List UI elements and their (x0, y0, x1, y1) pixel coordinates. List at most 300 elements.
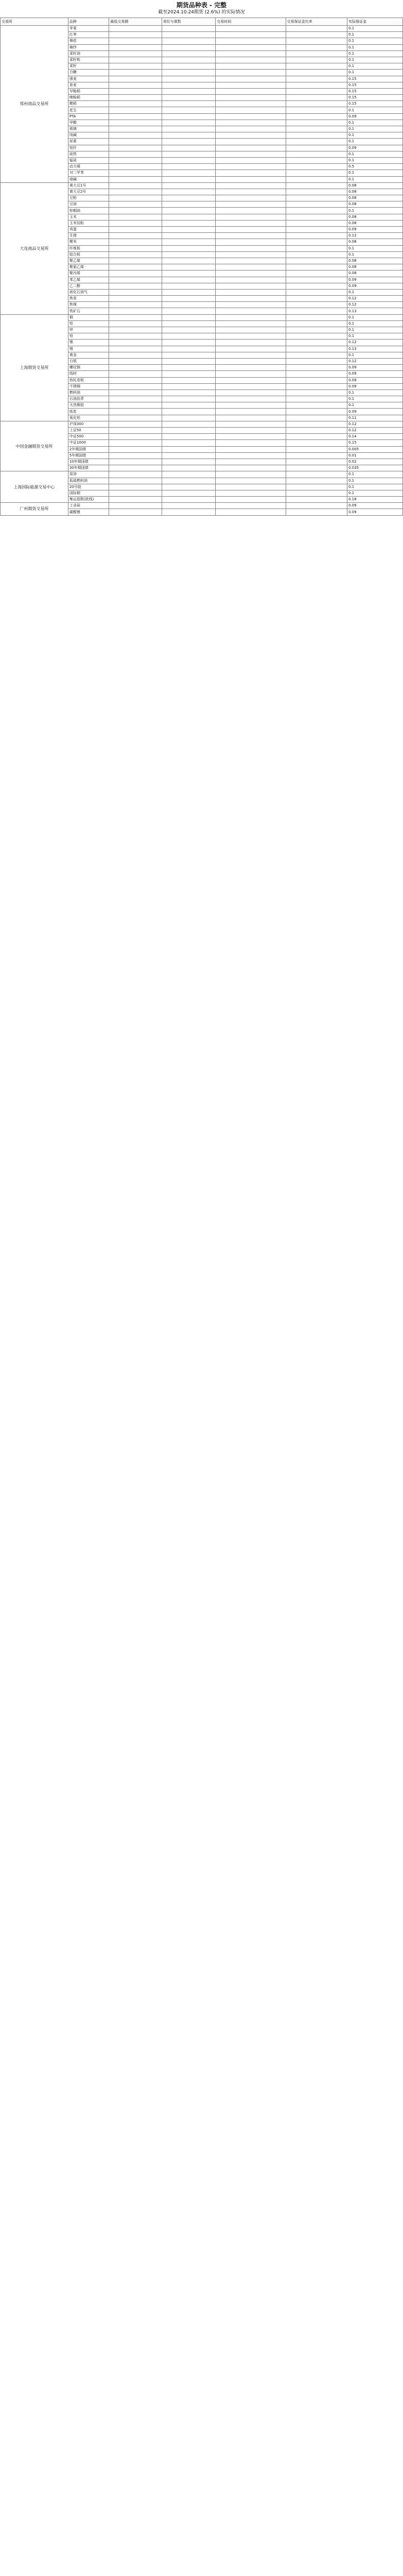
variety-cell: 液化石油气 (68, 289, 109, 295)
margin-ratio-cell (286, 82, 347, 88)
margin-ratio-cell (286, 63, 347, 70)
unit-cell (162, 308, 216, 314)
margin-ratio-cell (286, 258, 347, 264)
trading-time-cell (216, 76, 286, 82)
variety-cell: 黄大豆2号 (68, 189, 109, 195)
unit-cell (162, 251, 216, 258)
margin-ratio-cell (286, 227, 347, 233)
variety-cell: 聚丙烯 (68, 270, 109, 277)
variety-cell: 粳米 (68, 239, 109, 245)
unit-cell (162, 157, 216, 163)
margin-ratio-cell (286, 277, 347, 283)
variety-cell: 白糖 (68, 70, 109, 76)
variety-cell: 尿素 (68, 139, 109, 145)
trading-time-cell (216, 214, 286, 220)
variety-cell: 玻璃 (68, 126, 109, 132)
margin-ratio-cell (286, 95, 347, 101)
margin-ratio-cell (286, 32, 347, 38)
table-row (1, 182, 403, 189)
table-row (1, 503, 403, 509)
trading-time-cell (216, 107, 286, 113)
actual-margin-cell: 0.08 (347, 201, 402, 208)
trading-time-cell (216, 26, 286, 32)
actual-margin-cell: 0.15 (347, 88, 402, 94)
margin-ratio-cell (286, 283, 347, 289)
actual-margin-cell: 0.18 (347, 497, 402, 503)
trading-time-cell (216, 371, 286, 377)
actual-margin-cell: 0.1 (347, 139, 402, 145)
min-amount-cell (109, 220, 162, 226)
trading-time-cell (216, 145, 286, 151)
trading-time-cell (216, 239, 286, 245)
min-amount-cell (109, 302, 162, 308)
unit-cell (162, 88, 216, 94)
trading-time-cell (216, 113, 286, 120)
margin-ratio-cell (286, 214, 347, 220)
unit-cell (162, 38, 216, 44)
unit-cell (162, 189, 216, 195)
margin-ratio-cell (286, 145, 347, 151)
trading-time-cell (216, 409, 286, 415)
unit-cell (162, 465, 216, 471)
actual-margin-cell: 0.09 (347, 503, 402, 509)
actual-margin-cell: 0.1 (347, 327, 402, 333)
margin-ratio-cell (286, 170, 347, 176)
unit-cell (162, 145, 216, 151)
actual-margin-cell: 0.1 (347, 107, 402, 113)
unit-cell (162, 314, 216, 320)
min-amount-cell (109, 509, 162, 515)
unit-cell (162, 195, 216, 201)
min-amount-cell (109, 88, 162, 94)
header-unit: 单位与乘数 (162, 18, 216, 26)
margin-ratio-cell (286, 465, 347, 471)
actual-margin-cell: 0.09 (347, 409, 402, 415)
trading-time-cell (216, 465, 286, 471)
min-amount-cell (109, 70, 162, 76)
actual-margin-cell: 0.1 (347, 478, 402, 484)
exchange-cell: 大连商品交易所 (1, 182, 68, 314)
unit-cell (162, 264, 216, 270)
trading-time-cell (216, 189, 286, 195)
min-amount-cell (109, 333, 162, 340)
min-amount-cell (109, 245, 162, 251)
trading-time-cell (216, 452, 286, 459)
actual-margin-cell: 0.1 (347, 170, 402, 176)
min-amount-cell (109, 440, 162, 446)
min-amount-cell (109, 44, 162, 50)
actual-margin-cell: 0.1 (347, 320, 402, 327)
trading-time-cell (216, 346, 286, 352)
margin-ratio-cell (286, 389, 347, 396)
margin-ratio-cell (286, 497, 347, 503)
min-amount-cell (109, 389, 162, 396)
variety-cell: 花生 (68, 107, 109, 113)
variety-cell: 烧碱 (68, 176, 109, 182)
unit-cell (162, 452, 216, 459)
min-amount-cell (109, 195, 162, 201)
actual-margin-cell: 0.035 (347, 465, 402, 471)
trading-time-cell (216, 503, 286, 509)
actual-margin-cell: 0.08 (347, 214, 402, 220)
min-amount-cell (109, 490, 162, 496)
min-amount-cell (109, 170, 162, 176)
trading-time-cell (216, 327, 286, 333)
margin-ratio-cell (286, 346, 347, 352)
margin-ratio-cell (286, 139, 347, 145)
margin-ratio-cell (286, 70, 347, 76)
unit-cell (162, 151, 216, 157)
actual-margin-cell: 0.12 (347, 358, 402, 364)
margin-ratio-cell (286, 289, 347, 295)
variety-cell: 燃料油 (68, 389, 109, 396)
unit-cell (162, 44, 216, 50)
margin-ratio-cell (286, 396, 347, 402)
variety-cell: 黄金 (68, 352, 109, 358)
variety-cell: 碳酸锂 (68, 509, 109, 515)
trading-time-cell (216, 389, 286, 396)
min-amount-cell (109, 233, 162, 239)
actual-margin-cell: 0.1 (347, 126, 402, 132)
margin-ratio-cell (286, 340, 347, 346)
min-amount-cell (109, 459, 162, 465)
unit-cell (162, 76, 216, 82)
actual-margin-cell: 0.08 (347, 239, 402, 245)
margin-ratio-cell (286, 189, 347, 195)
unit-cell (162, 107, 216, 113)
header-min-amount: 最低交易额 (109, 18, 162, 26)
variety-cell: 乙二醇 (68, 283, 109, 289)
unit-cell (162, 214, 216, 220)
min-amount-cell (109, 402, 162, 409)
actual-margin-cell: 0.1 (347, 32, 402, 38)
variety-cell: 中证1000 (68, 440, 109, 446)
trading-time-cell (216, 32, 286, 38)
variety-cell: 甲醇 (68, 120, 109, 126)
actual-margin-cell: 0.1 (347, 157, 402, 163)
min-amount-cell (109, 383, 162, 389)
exchange-cell: 上海期货交易所 (1, 314, 68, 421)
margin-ratio-cell (286, 201, 347, 208)
actual-margin-cell: 0.09 (347, 509, 402, 515)
header-trading-time: 交易时间 (216, 18, 286, 26)
unit-cell (162, 327, 216, 333)
variety-cell: 纯碱 (68, 132, 109, 139)
trading-time-cell (216, 446, 286, 452)
margin-ratio-cell (286, 26, 347, 32)
actual-margin-cell: 0.09 (347, 377, 402, 383)
trading-time-cell (216, 320, 286, 327)
unit-cell (162, 434, 216, 440)
unit-cell (162, 302, 216, 308)
variety-cell: 国际铜 (68, 490, 109, 496)
unit-cell (162, 283, 216, 289)
variety-cell: 棉花 (68, 38, 109, 44)
variety-cell: 铁矿石 (68, 308, 109, 314)
trading-time-cell (216, 157, 286, 163)
min-amount-cell (109, 503, 162, 509)
variety-cell: 红枣 (68, 32, 109, 38)
min-amount-cell (109, 57, 162, 63)
variety-cell: 5年期国债 (68, 452, 109, 459)
document-subtitle: 截至2024.10.24期货 (2.6%) 的实际情况 (158, 10, 245, 15)
variety-cell: 铜 (68, 314, 109, 320)
variety-cell: 工业硅 (68, 503, 109, 509)
unit-cell (162, 57, 216, 63)
min-amount-cell (109, 396, 162, 402)
margin-ratio-cell (286, 270, 347, 277)
unit-cell (162, 497, 216, 503)
actual-margin-cell: 0.1 (347, 471, 402, 478)
unit-cell (162, 333, 216, 340)
min-amount-cell (109, 409, 162, 415)
unit-cell (162, 32, 216, 38)
min-amount-cell (109, 340, 162, 346)
trading-time-cell (216, 201, 286, 208)
variety-cell: 上证50 (68, 428, 109, 434)
min-amount-cell (109, 26, 162, 32)
trading-time-cell (216, 151, 286, 157)
trading-time-cell (216, 270, 286, 277)
actual-margin-cell: 0.08 (347, 195, 402, 201)
actual-margin-cell: 0.08 (347, 182, 402, 189)
actual-margin-cell: 0.1 (347, 289, 402, 295)
variety-cell: 玉米 (68, 214, 109, 220)
variety-cell: 纸浆 (68, 409, 109, 415)
margin-ratio-cell (286, 126, 347, 132)
min-amount-cell (109, 63, 162, 70)
variety-cell: PTA (68, 113, 109, 120)
actual-margin-cell: 0.1 (347, 44, 402, 50)
unit-cell (162, 371, 216, 377)
actual-margin-cell: 0.1 (347, 314, 402, 320)
min-amount-cell (109, 113, 162, 120)
variety-cell: 早籼稻 (68, 88, 109, 94)
min-amount-cell (109, 415, 162, 421)
margin-ratio-cell (286, 434, 347, 440)
margin-ratio-cell (286, 415, 347, 421)
actual-margin-cell: 0.09 (347, 277, 402, 283)
min-amount-cell (109, 371, 162, 377)
actual-margin-cell: 0.09 (347, 145, 402, 151)
actual-margin-cell: 0.15 (347, 440, 402, 446)
unit-cell (162, 459, 216, 465)
unit-cell (162, 113, 216, 120)
unit-cell (162, 289, 216, 295)
variety-cell: 中证500 (68, 434, 109, 440)
variety-cell: 螺纹钢 (68, 365, 109, 371)
actual-margin-cell: 0.09 (347, 371, 402, 377)
actual-margin-cell: 0.11 (347, 415, 402, 421)
actual-margin-cell: 0.09 (347, 227, 402, 233)
actual-margin-cell: 0.1 (347, 490, 402, 496)
actual-margin-cell: 0.1 (347, 333, 402, 340)
min-amount-cell (109, 214, 162, 220)
trading-time-cell (216, 95, 286, 101)
margin-ratio-cell (286, 490, 347, 496)
min-amount-cell (109, 289, 162, 295)
variety-cell: 苯乙烯 (68, 277, 109, 283)
trading-time-cell (216, 44, 286, 50)
min-amount-cell (109, 251, 162, 258)
unit-cell (162, 440, 216, 446)
document-page (0, 1, 403, 2576)
trading-time-cell (216, 277, 286, 283)
min-amount-cell (109, 296, 162, 302)
unit-cell (162, 50, 216, 57)
unit-cell (162, 320, 216, 327)
trading-time-cell (216, 264, 286, 270)
trading-time-cell (216, 383, 286, 389)
margin-ratio-cell (286, 120, 347, 126)
unit-cell (162, 377, 216, 383)
min-amount-cell (109, 32, 162, 38)
margin-ratio-cell (286, 383, 347, 389)
margin-ratio-cell (286, 302, 347, 308)
actual-margin-cell: 0.005 (347, 446, 402, 452)
trading-time-cell (216, 82, 286, 88)
margin-ratio-cell (286, 88, 347, 94)
actual-margin-cell: 0.13 (347, 308, 402, 314)
actual-margin-cell: 0.08 (347, 220, 402, 226)
actual-margin-cell: 0.12 (347, 296, 402, 302)
min-amount-cell (109, 264, 162, 270)
margin-ratio-cell (286, 239, 347, 245)
trading-time-cell (216, 440, 286, 446)
exchange-cell: 上海国际能源交易中心 (1, 471, 68, 503)
trading-time-cell (216, 365, 286, 371)
variety-cell: 原油 (68, 471, 109, 478)
unit-cell (162, 365, 216, 371)
min-amount-cell (109, 484, 162, 490)
unit-cell (162, 478, 216, 484)
margin-ratio-cell (286, 151, 347, 157)
unit-cell (162, 358, 216, 364)
unit-cell (162, 270, 216, 277)
trading-time-cell (216, 471, 286, 478)
min-amount-cell (109, 478, 162, 484)
variety-cell: 焦煤 (68, 302, 109, 308)
margin-ratio-cell (286, 101, 347, 107)
trading-time-cell (216, 340, 286, 346)
actual-margin-cell: 0.1 (347, 176, 402, 182)
variety-cell: 鸡蛋 (68, 227, 109, 233)
min-amount-cell (109, 139, 162, 145)
margin-ratio-cell (286, 220, 347, 226)
actual-margin-cell: 0.1 (347, 57, 402, 63)
min-amount-cell (109, 132, 162, 139)
actual-margin-cell: 0.08 (347, 189, 402, 195)
min-amount-cell (109, 320, 162, 327)
min-amount-cell (109, 465, 162, 471)
trading-time-cell (216, 421, 286, 427)
actual-margin-cell: 0.15 (347, 82, 402, 88)
actual-margin-cell: 0.1 (347, 389, 402, 396)
trading-time-cell (216, 434, 286, 440)
actual-margin-cell: 0.12 (347, 302, 402, 308)
min-amount-cell (109, 497, 162, 503)
actual-margin-cell: 0.12 (347, 233, 402, 239)
actual-margin-cell: 0.09 (347, 383, 402, 389)
min-amount-cell (109, 283, 162, 289)
min-amount-cell (109, 189, 162, 195)
variety-cell: 强麦 (68, 76, 109, 82)
variety-cell: 氧化铝 (68, 415, 109, 421)
header-margin-ratio: 交易保证金比率 (286, 18, 347, 26)
variety-cell: 20号胶 (68, 484, 109, 490)
header-variety: 品种 (68, 18, 109, 26)
unit-cell (162, 132, 216, 139)
min-amount-cell (109, 101, 162, 107)
variety-cell: 黄大豆1号 (68, 182, 109, 189)
trading-time-cell (216, 132, 286, 139)
table-body (1, 26, 403, 516)
variety-cell: 短纤 (68, 145, 109, 151)
variety-cell: 30年期国债 (68, 465, 109, 471)
unit-cell (162, 233, 216, 239)
min-amount-cell (109, 358, 162, 364)
header-actual-margin: 实际保证金 (347, 18, 402, 26)
unit-cell (162, 220, 216, 226)
variety-cell: 生猪 (68, 233, 109, 239)
margin-ratio-cell (286, 327, 347, 333)
unit-cell (162, 70, 216, 76)
unit-cell (162, 95, 216, 101)
actual-margin-cell: 0.1 (347, 245, 402, 251)
variety-cell: 锰硅 (68, 157, 109, 163)
min-amount-cell (109, 76, 162, 82)
unit-cell (162, 421, 216, 427)
margin-ratio-cell (286, 176, 347, 182)
unit-cell (162, 484, 216, 490)
futures-table (0, 18, 403, 516)
variety-cell: 不锈钢 (68, 383, 109, 389)
margin-ratio-cell (286, 195, 347, 201)
variety-cell: 镍 (68, 340, 109, 346)
unit-cell (162, 503, 216, 509)
unit-cell (162, 409, 216, 415)
actual-margin-cell: 0.1 (347, 38, 402, 44)
unit-cell (162, 82, 216, 88)
unit-cell (162, 490, 216, 496)
min-amount-cell (109, 107, 162, 113)
actual-margin-cell: 0.15 (347, 76, 402, 82)
margin-ratio-cell (286, 107, 347, 113)
actual-margin-cell: 0.1 (347, 484, 402, 490)
variety-cell: 硅铁 (68, 151, 109, 157)
table-row (1, 471, 403, 478)
variety-cell: 线材 (68, 371, 109, 377)
trading-time-cell (216, 120, 286, 126)
margin-ratio-cell (286, 509, 347, 515)
min-amount-cell (109, 208, 162, 214)
min-amount-cell (109, 201, 162, 208)
trading-time-cell (216, 195, 286, 201)
min-amount-cell (109, 227, 162, 233)
variety-cell: 动力煤 (68, 164, 109, 170)
variety-cell: 热轧卷板 (68, 377, 109, 383)
unit-cell (162, 182, 216, 189)
trading-time-cell (216, 459, 286, 465)
variety-cell: 聚乙烯 (68, 258, 109, 264)
variety-cell: 锡 (68, 346, 109, 352)
actual-margin-cell: 0.1 (347, 132, 402, 139)
trading-time-cell (216, 63, 286, 70)
trading-time-cell (216, 289, 286, 295)
actual-margin-cell: 0.09 (347, 113, 402, 120)
unit-cell (162, 176, 216, 182)
unit-cell (162, 428, 216, 434)
